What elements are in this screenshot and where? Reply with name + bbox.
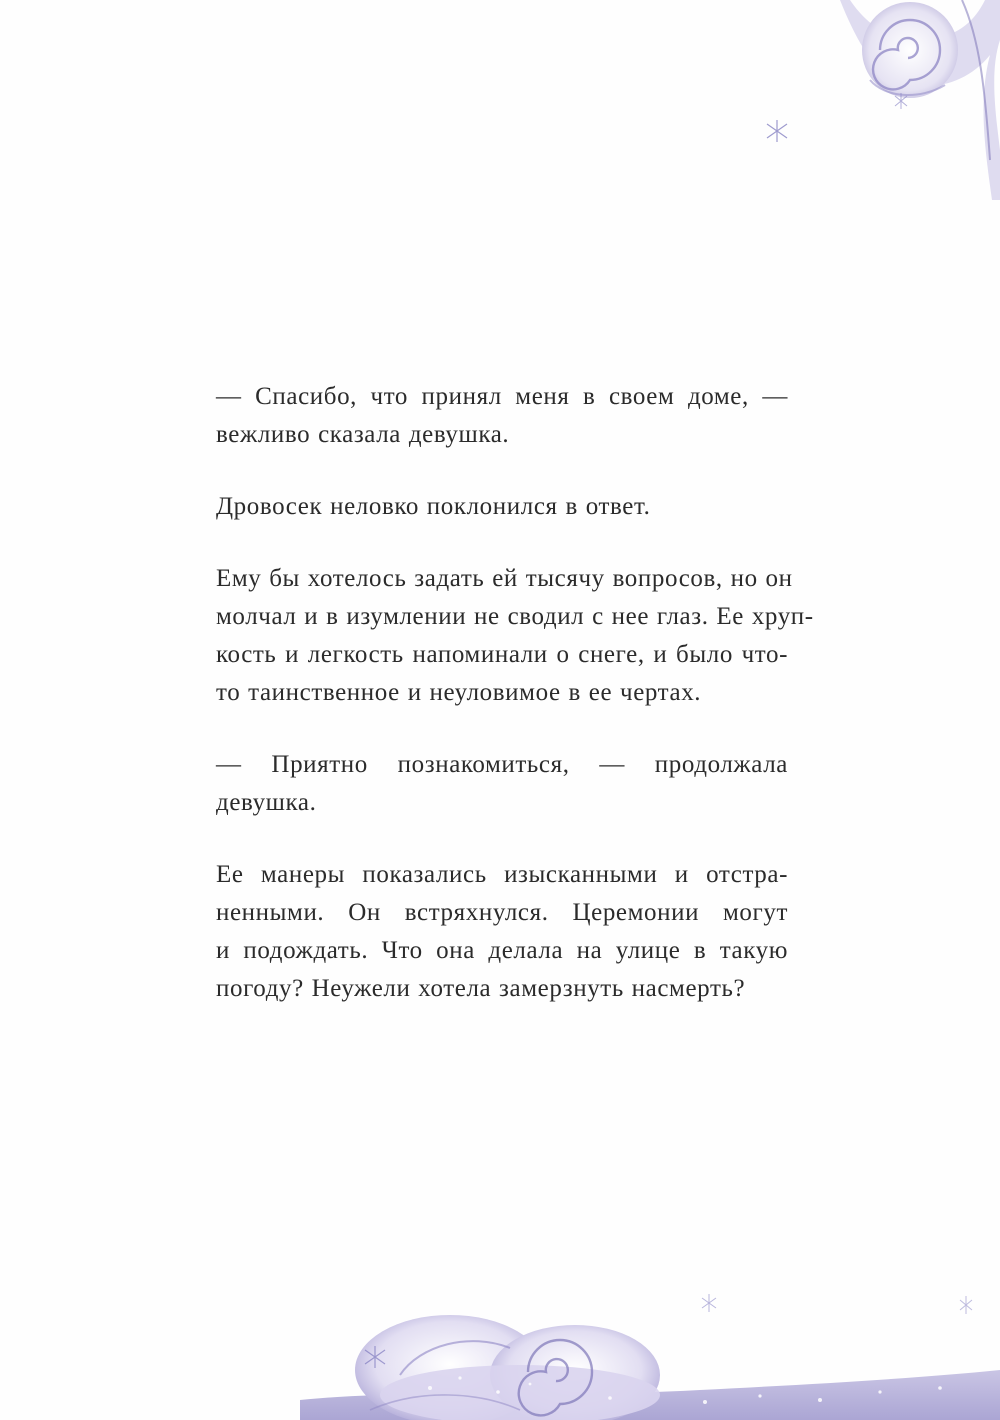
paragraph-1 — [216, 378, 788, 454]
text-line: молчал и в изумлении не сводил с нее глаз. Ее хруп- — [216, 603, 814, 630]
text-line: и подождать. Что она делала на улице в такую — [216, 937, 788, 964]
snow-swirl-bottom-illustration — [0, 1260, 1000, 1420]
text-line: Дровосек неловко поклонился в ответ. — [216, 493, 651, 520]
text-line: девушка. — [216, 789, 317, 816]
text-line: Ее манеры показались изысканными и отстра- — [216, 861, 788, 888]
snowflake-icon — [767, 120, 787, 142]
snow-swirl-top-illustration — [600, 0, 1000, 200]
text-line: — Спасибо, что принял меня в своем доме, — — [216, 383, 788, 410]
text-line: вежливо сказала девушка. — [216, 421, 510, 448]
paragraph-4 — [216, 746, 788, 822]
text-line: погоду? Неужели хотела замерзнуть насмерть? — [216, 975, 746, 1002]
text-line: кость и легкость напоминали о снеге, и было что- — [216, 641, 788, 668]
paragraph-3 — [216, 560, 814, 712]
text-line: ненными. Он встряхнулся. Церемонии могут — [216, 899, 788, 926]
text-line: то таинственное и неуловимое в ее чертах. — [216, 679, 702, 706]
text-line: Ему бы хотелось задать ей тысячу вопросов, но он — [216, 565, 793, 592]
paragraph-2 — [216, 488, 788, 526]
paragraph-5 — [216, 856, 788, 1008]
text-line: — Приятно познакомиться, — продолжала — [216, 751, 788, 778]
story-text — [216, 378, 814, 1042]
